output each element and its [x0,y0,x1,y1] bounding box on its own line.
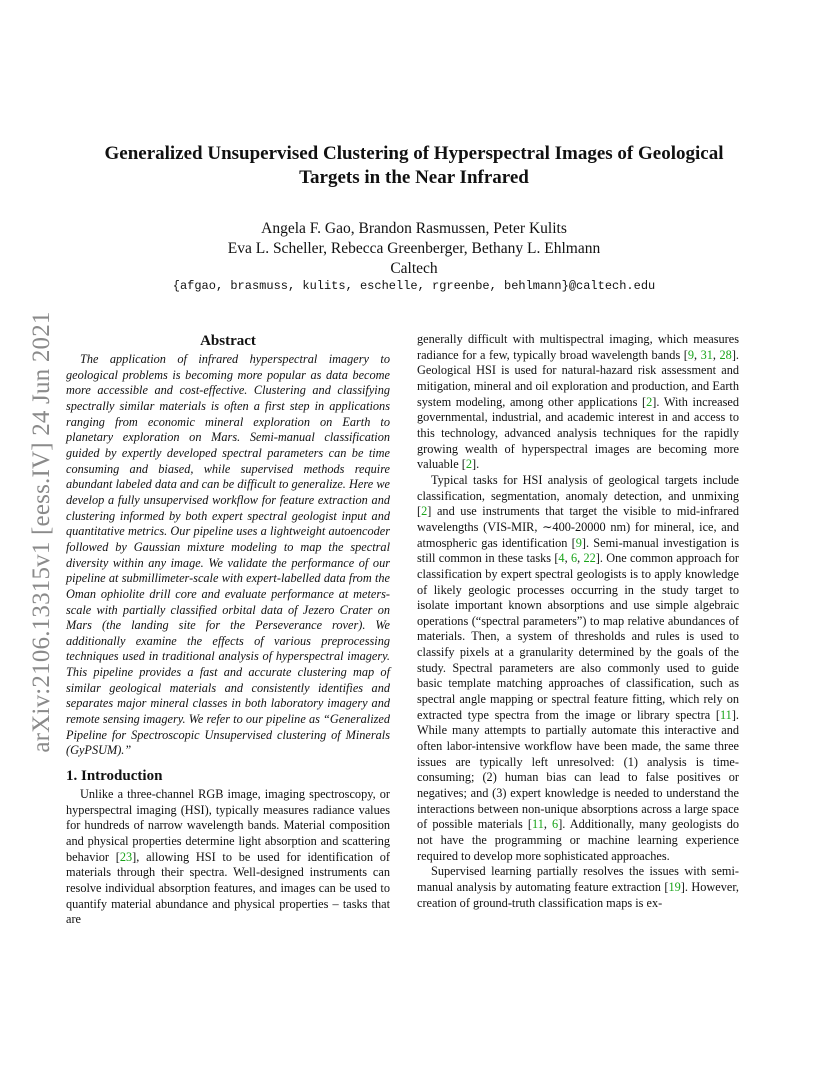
intro-paragraph-3 [417,864,739,911]
author-emails: {afgao, brasmuss, kulits, eschelle, rgreenbe, behlmann}@caltech.edu [172,279,656,293]
authors-line-1: Angela F. Gao, Brandon Rasmussen, Peter Kulits [261,220,567,237]
text-run: ]. Semi-manual investigation is still common in these tasks [ [417,535,739,566]
text-run: ]. [471,457,480,472]
citation-link[interactable]: 31 [700,347,713,362]
author-block [70,219,758,279]
text-run: ]. Geological HSI is used for natural-hazard risk assessment and mitigation, mineral and oil exploration and production, and Earth system modeling, among other applications [ [417,347,739,409]
authors-line-2: Eva L. Scheller, Rebecca Greenberger, Bethany L. Ehlmann [227,240,601,257]
affiliation: Caltech [390,260,438,277]
right-column [417,332,739,911]
text-run: ]. While many attempts to partially automate this interactive and often labor-intensive workflow have been made, the same three issues are typically left unresolved: (1) analysis is time-consuming; (2) human bias can lead to false positives or negatives; and (3) expert knowledge is needed to understand the interactions between non-unique absorptions across a large space of possible materials [ [417,707,739,832]
paper-title [70,142,758,190]
intro-paragraph-1 [66,787,390,928]
citation-link[interactable]: 9 [687,347,695,362]
introduction-heading: 1. Introduction [66,768,163,785]
title-line-2: Targets in the Near Infrared [299,167,529,188]
citation-link[interactable]: 28 [719,347,732,362]
citation-link[interactable]: 11 [719,707,732,722]
citation-link[interactable]: 4 [558,551,565,566]
text-run: ], allowing HSI to be used for identification of materials through their spectra. Well-designed instruments can resolve individual absorption features, and images can be used to quantify material abundance and physical properties – tasks that are [66,849,390,927]
citation-link[interactable]: 9 [575,535,582,550]
text-run: ]. Additionally, many geologists do not have the programming or machine learning experience required to develop more sophisticated approaches. [417,817,739,863]
citation-link[interactable]: 22 [583,551,596,566]
arxiv-identifier: arXiv:2106.13315v1 [eess.IV] 24 Jun 2021 [28,311,55,753]
title-line-1: Generalized Unsupervised Clustering of Hyperspectral Images of Geological [104,143,724,164]
text-run: ] and use instruments that target the visible to mid-infrared wavelengths (VIS-MIR, ∼400-20000 nm) for mineral, ice, and atmospheric gas identification [ [417,504,739,550]
arxiv-sidebar [22,288,62,776]
citation-link[interactable]: 23 [119,849,133,864]
citation-link[interactable]: 2 [646,394,653,409]
citation-link[interactable]: 2 [465,457,472,472]
text-run: Typical tasks for HSI analysis of geological targets include classification, segmentation, anomaly detection, and unmixing [ [417,472,739,519]
citation-link[interactable]: 2 [421,504,428,519]
citation-link[interactable]: 6 [570,551,578,566]
intro-paragraph-2: Typical tasks for HSI analysis of geological targets include classification, segmentation, anomaly detection, and unmixing [2] and use instruments that target the visible to mid-infrared wavelengths (VIS-MIR, ∼400-20000 nm) for mineral, ice, and atmospheric gas identification [9]. Semi-manual investigation is still common in these tasks [4, 6, 22]. One common approach for classification by expert spectral geologists is to apply knowledge of likely geologic processes occurring in the study target to isolate important known absorptions and use simple algebraic operations (“spectral parameters”) to map relative abundances of materials. Then, a system of thresholds and rules is used to classify pixels at a granularity determined by the goals of the study. Spectral parameters are also commonly used to guide basic template matching approaches of classification, such as spectral angle mapping or spectral feature fitting, which rely on extracted type spectra from the image or library spectra [11]. While many attempts to partially automate this interactive and often labor-intensive workflow have been made, the same three issues are typically left unresolved: (1) analysis is time-consuming; (2) human bias can lead to false positives or negatives; and (3) expert knowledge is needed to understand the interactions between non-unique absorptions across a large space of possible materials [11, 6]. Additionally, many geologists do not have the programming or machine learning experience required to develop more sophisticated approaches. [417,472,739,863]
text-run: ]. However, creation of ground-truth classification maps is ex- [417,879,739,910]
citation-link[interactable]: 19 [668,879,681,894]
text-run: ]. One common approach for classification by expert spectral geologists is to apply knowledge of likely geologic processes occurring in the study target to isolate important known absorptions and use simple algebraic operations (“spectral parameters”) to map relative abundances of materials. Then, a system of thresholds and rules is used to classify pixels at a granularity determined by the goals of the study. Spectral parameters are also commonly used to guide basic template matching approaches of classification, such as spectral angle mapping or spectral feature fitting, which rely on extracted type spectra from the image or library spectra [ [417,551,739,722]
left-column [66,332,390,928]
text-run: Supervised learning partially resolves the issues with semi-manual analysis by automating feature extraction [ [417,864,739,894]
citation-link[interactable]: 6 [552,817,559,832]
abstract-text: The application of infrared hyperspectral imagery to geological problems is becoming more popular as data become more accessible and cost-effective. Clustering and classifying spectrally similar materials is often a first step in applications ranging from economic mineral exploration on Earth to planetary exploration on Mars. Semi-manual classification guided by expertly developed spectral parameters can be time consuming and biased, while supervised methods require abundant labeled data and can be difficult to generalize. Here we develop a fully unsupervised workflow for feature extraction and clustering informed by both expert spectral geologist input and quantitative metrics. Our pipeline uses a lightweight autoencoder followed by Gaussian mixture modeling to map the spectral diversity within any image. We validate the performance of our pipeline at submillimeter-scale with expert-labelled data from the Oman ophiolite drill core and evaluate performance at meters-scale with partially classified orbital data of Jezero Crater on Mars (the landing site for the Perseverance rover). We additionally examine the effects of various preprocessing techniques used in traditional analysis of hyperspectral imagery. This pipeline provides a fast and accurate clustering map of similar geological materials and consistently identifies and separates major mineral classes in both laboratory imagery and remote sensing imagery. We refer to our pipeline as “Generalized Pipeline for Spectroscopic Unsupervised clustering of Minerals (GyPSUM).” [66,352,390,758]
citation-link[interactable]: 11 [532,817,544,832]
abstract-heading: Abstract [200,333,256,349]
text-run: ]. With increased governmental, industrial, and academic interest in and access to this technology, advanced analysis techniques for the rapidly growing wealth of hyperspectral images are becoming more valuable [ [417,394,739,472]
text-run: generally difficult with multispectral imaging, which measures radiance for a few, typically broad wavelength bands [ [417,332,739,362]
text-run: Unlike a three-channel RGB image, imaging spectroscopy, or hyperspectral imaging (HSI), typically measures radiance values for hundreds of narrow wavelength bands. Material composition and physical properties determine light absorption and scattering behavior [ [66,787,390,864]
intro-paragraph-1-cont: generally difficult with multispectral imaging, which measures radiance for a few, typically broad wavelength bands [9, 31, 28]. Geological HSI is used for natural-hazard risk assessment and mitigation, mineral and oil exploration and production, and Earth system modeling, among other applications [2]. With increased governmental, industrial, and academic interest in and access to this technology, advanced analysis techniques for the rapidly growing wealth of hyperspectral images are becoming more valuable [2]. [417,332,739,472]
